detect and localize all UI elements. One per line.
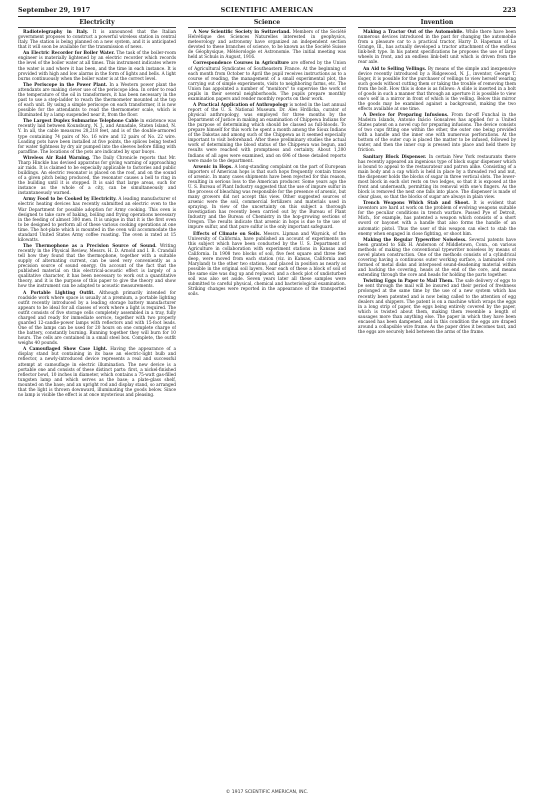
article [18, 30, 176, 50]
article [358, 279, 516, 335]
article [18, 156, 176, 196]
article [18, 347, 176, 397]
article-title: An Electric Recorder for Boiler Water. [23, 51, 115, 57]
article-body: The Daily Chronicle reports that Mr. Tharp Hinckle has devised apparatus for giving warning of approaching air raids. It is claimed to be especially applicable to factories and public buildings. An electric resonator is placed on the roof, and on the sound of a given pitch being produced, the resonator causes a bell to ring in the building until it is stopped. It is said that large areas, such for instance as the whole of a city, can be simultaneously and instantaneously warned. [18, 155, 176, 197]
article [358, 155, 516, 200]
article-body: Several patents have been granted to Silk H. Anderson of Middletown, Conn., on various methods of making the conventional typewriter noiseless by means of novel platen construction. One of the methods consists of a cylindrical covering having a continuous outer working surface, a laminated core formed of metal disks and interposed sound-deadening material within and backing the covering, heads at the end of the core, and means extending through the core and heads for holding the parts together. [358, 237, 516, 279]
article-body: By means of the simple and inexpensive device recently introduced by a Ridgewood, N. J., inventor, George T. Esger, it is possible for the purchaser of vellings to view herself wearing such goods without cutting them or taking the trouble of removing them from the bolt. How this is done is as follows: A slide is inserted in a bolt of goods in such a manner that through an aperture it is possible to view one's self in a mirror in front of which is the velling. Below this mirror the goods may be examined against a background, making the two effects available at one time. [358, 66, 516, 112]
article [188, 30, 346, 60]
article [358, 201, 516, 236]
article-title: Sanitary Block Dispenser. [363, 154, 427, 160]
article [18, 244, 176, 289]
column-science [188, 19, 346, 784]
article-body: A leading manufacturer of electric heating devices has recently submitted an electric oven to the War Department for possible adoption for Army cooking. This oven is designed to take care of baking, boiling and frying operations necessary in the feeding of almost 300 men. It is unique in that it is the first oven to be designed to perform all of these various cooking operations at one time. The hot-plate which is mounted in the oven will accommodate the standard United States Army coffee roasting. The oven is rated at 15 kilowatts. [18, 197, 176, 243]
issue-date: September 29, 1917 [18, 6, 91, 14]
article-title: A Device for Preparing Infusions. [363, 113, 449, 119]
article [358, 238, 516, 278]
article-title: A Practical Application of Anthropology [193, 103, 289, 109]
article [18, 51, 176, 81]
article-title: Trench Weapons Which Stab and Shoot. [363, 201, 470, 207]
article-title: A Camouflaged Show Case Light. [23, 347, 108, 353]
article-title: Making the Regular Typewriter Noiseless. [363, 237, 467, 243]
article-body: is noted in the last annual report of the U. S. National Museum. Dr. Ales Hrdlicka, curator of physical anthropology, was employed for three months by the Department of Justice in making an examination of Chippewa Indians for the purpose of determining which should be classed as full-bloods. To prepare himself for this work he spent a month among the Sioux Indians of the Dakotas and among such of the Chippewa as it seemed especially important to visit beforehand. After these preliminary studies the actual work of determining the blood status of the Chippewa was begun, and results were reached with promptness and certainty. About 1,200 Indians of all ages were examined, and on 696 of these detailed reports were made to the department. [188, 103, 346, 164]
article [188, 165, 346, 231]
article [188, 103, 346, 164]
article [188, 232, 346, 298]
article-body: The task of the boiler-room engineer is materially lightened by an electric recorder which records the level of the boiler water at all times. This instrument indicates where the water is and where it has been, and the time in each instance. It is provided with high and low alarms in the form of lights and bells. A light burns continuously when the boiler water is at the correct level. [18, 51, 176, 82]
column-electricity [18, 19, 176, 784]
article [188, 61, 346, 101]
article [18, 119, 176, 154]
article-title: The Thermophone as a Precision Source of Sound. [23, 244, 157, 250]
article-body: Messrs. Lipman and Waynick, of the University of California, have published an account of experiments on this subject which have been conducted by the U. S. Department of Agriculture in collaboration with experiment stations in Kansas and California. In 1908 two blocks of soil, five feet square and three feet deep, were moved from each station (viz. in Kansas, California and Maryland) to the other two stations, and placed in position as nearly as possible in the original soil layers. Near each of these a block of soil of the same size was dug up and replaced, and a check plot of undisturbed soil was also set aside. Seven years later all these samples were submitted to careful physical, chemical and bacteriological examination. Striking changes were reported in the appearance of the transported soils. [188, 231, 346, 298]
article-columns [18, 19, 516, 784]
article-body: In a Western power plant the attendants are making clever use of the periscope idea. In order to read the temperature of the oil in transformers, it has been necessary in the past to use a step-ladder to reach the thermometer mounted at the top of each unit. By using a simple periscope on each transformer, it is now possible for the attendants to read the thermometer scale, which is illuminated by a lamp suspended near it, from the floor. [18, 82, 176, 119]
article-body: While there have been numerous devices introduced in the past for changing the automobile from a pleasure car to a practical tractor, Harry D. Hapeman of La Grange, Ill., has actually developed a tractor attachment of the endless link-belt type. In his patent specifications he proposes the use of large wheels in front, and an endless link-belt unit which is driven from the rear axle. [358, 30, 516, 66]
article [358, 113, 516, 153]
column-heading: Invention [358, 19, 516, 28]
header-rule [18, 16, 516, 17]
article-title: An Aid to Selling Vellings. [363, 66, 427, 72]
article [358, 67, 516, 112]
article-body: in existence was recently laid between Kounsburg, N. J., and Annadale, Staten Island, N. Y. In all, the cable measures 28,218 feet, and is of the double-armored type containing 74 pairs of No. 16 wire and 12 pairs of No. 22 wire. Loading pots have been installed at five points, the splices being tested for water tightness by dry air pumped into the sleeves before filling with paraffine. The locations of the pots are indicated by spar buoys. [18, 119, 176, 155]
article-body: are offered by the Union of Agricultural Syndicates of Southeastern France. At the beginning of each month from October to April the pupil receives instructions as to a course of reading, the management of a small experimental plot, the carrying out of simple experiments, visits to neighboring farms, etc. The Union has appointed a number of "monitors" to supervise the work of pupils in their several neighborhoods. The pupils prepare monthly examination papers and render monthly reports on their work. [188, 61, 346, 102]
article-title: A New Scientific Society in Switzerland. [193, 30, 291, 35]
article [18, 291, 176, 347]
article-body: From far-off Funchal in the Madeira Islands, Antonio Inácio Gonsalves has applied for a United States patent on a novel cup for preparing infusions. The device consists of two cups fitting one within the other, the outer one being provided with a handle and the inner one with numerous perforations. At the bottom of the outer cup is placed the matter to be infused, followed by water, and then the inner cup is pressed into place and held there by friction. [358, 113, 516, 154]
article-title: Army Food to be Cooked by Electricity. [23, 197, 117, 203]
column-heading: Science [188, 19, 346, 28]
article-body: Members of the Société Helvétique des Sciences Naturelles interested in geophysics, meteorology and astronomy have organized an independent section devoted to these branches of science, to be known as the Société Suisse de Géophysique, Météorologie et Astronomie. The initial meeting was held at Schuls in August, 1916. [188, 30, 346, 61]
article-title: Correspondence Courses in Agriculture [193, 61, 289, 67]
article-title: Making a Tractor Out of the Automobile. [363, 30, 464, 35]
article-title: Twisting Eggs in Paper to Mail Them. [363, 279, 454, 285]
article-body: The safe delivery of eggs to be sent through the mail will be insured and their period of freshness prolonged at the same time by the use of a new system which has recently been patented and is now being called to the attention of egg dealers and shippers. The patent is on a machine which wraps the eggs in a long strip of paper, the eggs being entirely covered by the paper, which is twisted about them, making them resemble a length of sausages more than anything else. The paper in which they have been encased has been dampened, and in this condition the eggs are draped around a collapsible wire frame. As the paper dries it becomes taut, and the eggs are securely held between the arms of the frame. [358, 279, 516, 335]
copyright-footer: © 1917 SCIENTIFIC AMERICAN, INC. [225, 790, 309, 795]
article-title: Effects of Climate on Soils. [193, 231, 262, 237]
article-title: The Periscope in the Power Plant. [23, 82, 108, 88]
masthead-title: SCIENTIFIC AMERICAN [220, 6, 314, 14]
page-number: 223 [502, 6, 516, 14]
article-title: A Portable Lighting Outfit. [23, 290, 95, 296]
article-body: It is evident that inventors are hard at work on the problem of evolving weapons suitable for the peculiar conditions in trench warfare. Passed Pye of Detroit, Mich., for example, has patented a weapon which consists of a short sword or bayonet with a handle that also forms the handle of an automatic pistol. Thus the user of this weapon can elect to stab the enemy when engaged in close fighting, or shoot him. [358, 201, 516, 237]
article-body: Although primarily intended for roadside work where space is usually at a premium, a portable lighting outfit recently introduced by a leading storage battery manufacturer appears to be ideal for all classes of work where a light is required. The outfit consists of five storage cells completely assembled in a tray, fully charged and ready for immediate service, together with two properly guarded 12-candle-power lamps with reflectors and with 15-foot leads. One of the lamps can be used for 20 hours on one complete charge of the battery, constantly burning. Running together they will burn for 10 hours. The cells are contained in a small steel box. Complete, the outfit weighs 40 pounds. [18, 290, 176, 347]
article-title: Arsenic in Hops. [193, 164, 233, 170]
article-title: Wireless Air Raid Warning. [23, 155, 91, 161]
column-heading: Electricity [18, 19, 176, 28]
article-body: It is announced that the Italian government proposes to construct a powerful wireless station in central Italy. The station is being planned on a new system, and it is anticipated that it will soon be available for the transmission of news. [18, 30, 176, 51]
article-body: A long-standing complaint on the part of European importers of American hops is that such hops frequently contain traces of arsenic. In many cases shipments have been rejected for this reason, resulting in serious loss to the American producer. Some years ago the U. S. Bureau of Plant Industry suggested that the use of impure sulfur in the process of bleaching was responsible for the presence of arsenic, but many growers did not accept this view. Other suggested sources of arsenic were the soil, commercial fertilizers and materials used in spraying. In view of the uncertainty on this subject a thorough investigation has recently been carried out by the Bureau of Plant Industry and the Bureau of Chemistry in the hop-growing sections of Oregon. The results indicate that arsenic in hops is due to the use of impure sulfur, and that pure sulfur is the only important safeguard. [188, 164, 346, 231]
column-invention [358, 19, 516, 784]
article [18, 83, 176, 118]
article-body: In certain New York restaurants there has recently appeared an ingenious type of block sugar dispenser which is bound to appeal to the restaurateur and patron alike. Consisting of a main body and a cap which is held in place by a threaded rod and nut, the dispenser holds the blocks of sugar in three vertical slots. The lower-most block in each slot rests on two ledges, so that it is exposed at the front and underneath, permitting its removal with one's fingers. As the block is removed the next one falls into place. The dispenser is made of clear glass, so that the blocks of sugar are always in plain view. [358, 154, 516, 201]
article [358, 30, 516, 65]
article [18, 197, 176, 242]
article-body: Writing recently in the Physical Review, Messrs. H. D. Arnold and I. B. Crandall tell how they found that the thermophone, together with a suitable supply of alternating current, can be used very conveniently as a precision source of sound energy. On account of the fact that the published material on this electrical-acoustic effect is largely of a qualitative character, it has been necessary to work out a quantitative theory, and it is the purpose of this paper to give the theory and show how the instrument can be adapted to acoustic measurements. [18, 244, 176, 290]
article-title: The Largest Duplex Submarine Telephone Cable [23, 119, 139, 125]
article-title: Radiotelegraphy in Italy. [23, 30, 89, 35]
article-body: Having the appearance of a display stand but containing in its base an electric-light bulb and reflector, a newly-introduced device represents a real and successful attempt at camouflage in electric illumination. The new device is a portable one and consists of these distinct parts: first, a nickel-finished reflector bowl, 10 inches in diameter, which contains a 75-watt gas-filled tungsten lamp and which serves as the base; a plate-glass shelf, mounted on the base; and an upright rod and display stand, so arranged that the light is thrown downward, illuminating the goods below. Since no lamp is visible the effect is at once mysterious and pleasing. [18, 347, 176, 398]
